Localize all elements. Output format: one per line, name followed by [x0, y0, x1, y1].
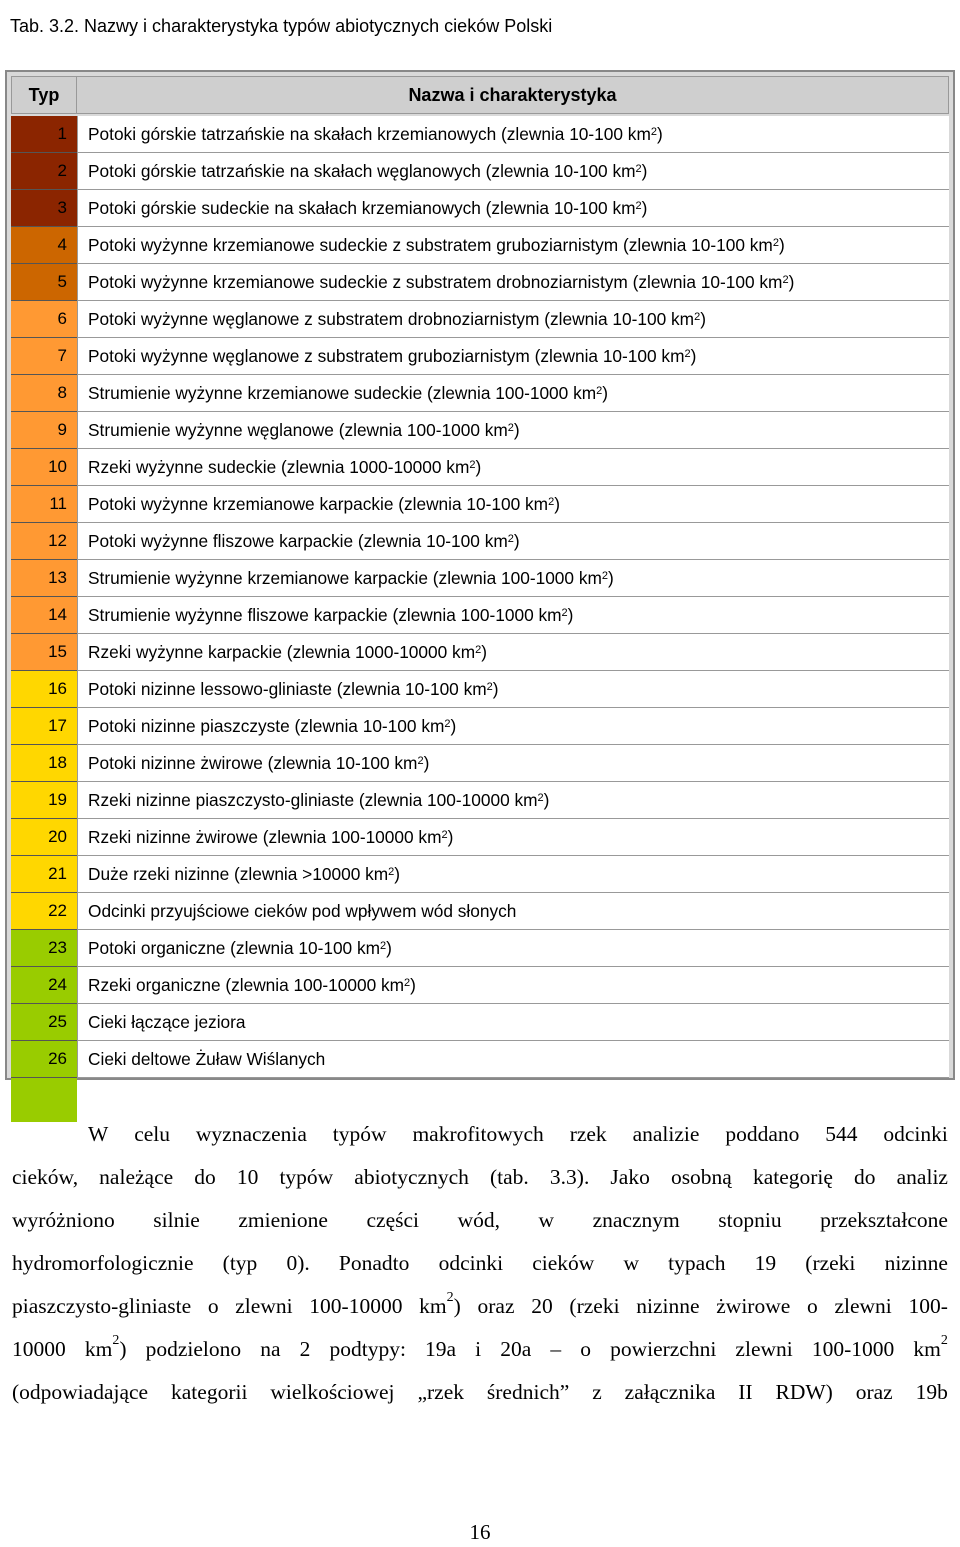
word: wód, [457, 1208, 500, 1232]
superscript: 2 [444, 718, 451, 730]
description-suffix: ) [492, 678, 499, 699]
description-suffix: ) [788, 271, 795, 292]
superscript: 2 [635, 200, 642, 212]
table-row [11, 708, 949, 745]
type-description [77, 412, 949, 449]
word: kategorii [171, 1380, 248, 1404]
description-text: Potoki organiczne (zlewnia 10-100 km [88, 937, 381, 958]
description-suffix: ) [641, 160, 648, 181]
word: 10 [236, 1165, 259, 1189]
table-row [11, 1041, 949, 1078]
description-suffix: ) [394, 863, 401, 884]
description-suffix: ) [410, 974, 416, 995]
type-description [77, 264, 949, 301]
description-suffix: ) [481, 641, 487, 662]
word: znacznym [592, 1208, 680, 1232]
header-name: Nazwa i charakterystyka [77, 76, 949, 114]
table-row [11, 560, 949, 597]
word: o [807, 1294, 818, 1318]
table-row [11, 116, 949, 153]
type-description [77, 893, 949, 930]
word: do [854, 1165, 876, 1189]
type-description [77, 449, 949, 486]
word: zlewni [834, 1294, 892, 1318]
paragraph-line [12, 1165, 948, 1195]
table-row [11, 967, 949, 1004]
type-description [77, 227, 949, 264]
type-number: 1 [11, 116, 77, 153]
superscript: 2 [650, 126, 657, 138]
superscript: 2 [694, 311, 701, 323]
description-text: Potoki wyżynne węglanowe z substratem drobnoziarnistym (zlewnia 10-100 km [88, 308, 695, 329]
table-filler [11, 1078, 77, 1122]
description-suffix: ) [386, 937, 392, 958]
description-suffix: ) [656, 123, 663, 144]
word: typach [668, 1251, 726, 1275]
word: do [194, 1165, 216, 1189]
table-row [11, 486, 949, 523]
type-description [77, 486, 949, 523]
word: hydromorfologicznie [12, 1251, 194, 1275]
table-row [11, 1004, 949, 1041]
word: abiotycznych [354, 1165, 469, 1189]
word: 544 [825, 1122, 858, 1146]
type-description [77, 930, 949, 967]
table-row [11, 671, 949, 708]
word: nizinne [636, 1294, 700, 1318]
description-suffix: ) [475, 456, 482, 477]
type-description [77, 856, 949, 893]
word: (rzeki [805, 1251, 856, 1275]
paragraph-line [12, 1122, 948, 1152]
word: stopniu [718, 1208, 782, 1232]
table-row [11, 153, 949, 190]
type-number: 24 [11, 967, 77, 1004]
superscript: 2 [469, 459, 476, 471]
table-row [11, 597, 949, 634]
word: zmienione [238, 1208, 328, 1232]
word: Ponadto [338, 1251, 410, 1275]
description-text: Strumienie wyżynne węglanowe (zlewnia 100-1000 km [88, 419, 508, 440]
word: analiz [896, 1165, 948, 1189]
word: wyznaczenia [195, 1122, 307, 1146]
word: RDW) [775, 1380, 833, 1404]
type-number: 3 [11, 190, 77, 227]
word: podzielono [145, 1337, 242, 1361]
word: cieków, [12, 1165, 79, 1189]
type-number: 16 [11, 671, 77, 708]
description-text: Potoki górskie sudeckie na skałach krzemianowych (zlewnia 10-100 km [88, 197, 636, 218]
word: 3.3). [549, 1165, 590, 1189]
description-suffix: ) [543, 789, 550, 810]
description-text: Potoki wyżynne węglanowe z substratem gruboziarnistym (zlewnia 10-100 km [88, 345, 685, 366]
description-text: Rzeki organiczne (zlewnia 100-10000 km [88, 974, 405, 995]
word: 19a [425, 1337, 457, 1361]
type-number: 6 [11, 301, 77, 338]
superscript: 2 [537, 792, 544, 804]
type-number: 13 [11, 560, 77, 597]
type-description [77, 597, 949, 634]
word: odcinki [438, 1251, 504, 1275]
type-description [77, 819, 949, 856]
word: $km^2$) [84, 1333, 127, 1362]
word: 100-1000 [811, 1337, 895, 1361]
word: (tab. [490, 1165, 529, 1189]
description-text: Strumienie wyżynne krzemianowe sudeckie (zlewnia 100-1000 km [88, 382, 597, 403]
paragraph-line [12, 1251, 948, 1281]
type-number: 19 [11, 782, 77, 819]
type-number: 23 [11, 930, 77, 967]
type-number: 2 [11, 153, 77, 190]
type-description [77, 708, 949, 745]
type-number: 7 [11, 338, 77, 375]
word: powierzchni [610, 1337, 717, 1361]
word: (rzeki [569, 1294, 620, 1318]
word: żwirowe [716, 1294, 791, 1318]
type-description [77, 523, 949, 560]
type-number: 8 [11, 375, 77, 412]
type-number: 15 [11, 634, 77, 671]
type-number: 22 [11, 893, 77, 930]
description-text: Potoki górskie tatrzańskie na skałach krzemianowych (zlewnia 10-100 km [88, 123, 651, 144]
superscript: 2 [486, 681, 493, 693]
type-description [77, 782, 949, 819]
type-description [77, 745, 949, 782]
word: – [550, 1337, 562, 1361]
description-suffix: ) [450, 715, 457, 736]
word: silnie [153, 1208, 200, 1232]
word: części [366, 1208, 420, 1232]
description-text: Cieki deltowe Żuław Wiślanych [88, 1048, 326, 1069]
word: 20a [500, 1337, 532, 1361]
type-number: 9 [11, 412, 77, 449]
word: o [580, 1337, 591, 1361]
description-text: Cieki łączące jeziora [88, 1011, 246, 1032]
word: kategorię [752, 1165, 833, 1189]
description-text: Rzeki nizinne piaszczysto-gliniaste (zlewnia 100-10000 km [88, 789, 538, 810]
superscript: 2 [601, 570, 608, 582]
type-number: 10 [11, 449, 77, 486]
type-number: 5 [11, 264, 77, 301]
description-suffix: ) [567, 604, 574, 625]
superscript: 2 [782, 274, 789, 286]
description-suffix: ) [513, 419, 520, 440]
description-text: Potoki wyżynne fliszowe karpackie (zlewnia 10-100 km [88, 530, 508, 551]
superscript: 2 [441, 829, 448, 841]
word: typów [332, 1122, 387, 1146]
type-number: 25 [11, 1004, 77, 1041]
type-description [77, 375, 949, 412]
word: i [475, 1337, 482, 1361]
table-row [11, 338, 949, 375]
description-text: Rzeki wyżynne sudeckie (zlewnia 1000-10000 km [88, 456, 470, 477]
word: podtypy: [329, 1337, 406, 1361]
description-suffix: ) [700, 308, 706, 329]
table-caption: Tab. 3.2. Nazwy i charakterystyka typów abiotycznych cieków Polski [10, 16, 553, 36]
table-row [11, 782, 949, 819]
type-description [77, 338, 949, 375]
description-text: Odcinki przyujściowe cieków pod wpływem wód słonych [88, 900, 517, 921]
word: II [738, 1380, 753, 1404]
word: 2 [299, 1337, 311, 1361]
type-number: 21 [11, 856, 77, 893]
superscript: 2 [417, 755, 424, 767]
table-row [11, 190, 949, 227]
description-suffix: ) [641, 197, 648, 218]
description-text: Rzeki wyżynne karpackie (zlewnia 1000-10000 km [88, 641, 476, 662]
word: 0). [286, 1251, 310, 1275]
type-description [77, 153, 949, 190]
type-description [77, 560, 949, 597]
superscript: 2 [404, 977, 411, 989]
word: Jako [610, 1165, 650, 1189]
word: (odpowiadające [12, 1380, 149, 1404]
table-row [11, 227, 949, 264]
word: cieków [532, 1251, 595, 1275]
type-description [77, 634, 949, 671]
word: analizie [632, 1122, 700, 1146]
description-suffix: ) [602, 382, 608, 403]
type-number: 4 [11, 227, 77, 264]
table-row [11, 856, 949, 893]
description-suffix: ) [513, 530, 520, 551]
word: osobną [670, 1165, 732, 1189]
type-number: 11 [11, 486, 77, 523]
paragraph-line [12, 1380, 948, 1410]
paragraph-line [12, 1333, 948, 1367]
description-text: Potoki górskie tatrzańskie na skałach węglanowych (zlewnia 10-100 km [88, 160, 636, 181]
description-text: Duże rzeki nizinne (zlewnia >10000 km [88, 863, 389, 884]
word: makrofitowych [412, 1122, 544, 1146]
superscript: 2 [507, 533, 514, 545]
description-text: Potoki nizinne piaszczyste (zlewnia 10-100 km [88, 715, 445, 736]
word: oraz [477, 1294, 515, 1318]
type-number: 20 [11, 819, 77, 856]
superscript: 2 [388, 866, 395, 878]
type-number: 12 [11, 523, 77, 560]
table-row [11, 449, 949, 486]
word: „rzek [417, 1380, 464, 1404]
word: zlewni [235, 1294, 293, 1318]
type-description [77, 1041, 949, 1078]
word: W [88, 1122, 109, 1146]
superscript: 2 [380, 940, 387, 952]
description-suffix: ) [608, 567, 614, 588]
word: w [623, 1251, 639, 1275]
word: wielkościowej [270, 1380, 395, 1404]
word: poddano [725, 1122, 800, 1146]
paragraph-line [12, 1208, 948, 1238]
description-suffix: ) [423, 752, 430, 773]
word: oraz [855, 1380, 893, 1404]
table-row [11, 264, 949, 301]
word: należące [99, 1165, 174, 1189]
description-text: Potoki wyżynne krzemianowe sudeckie z substratem gruboziarnistym (zlewnia 10-100 km [88, 234, 773, 255]
table-body [11, 116, 949, 1074]
type-number: 26 [11, 1041, 77, 1078]
superscript: 2 [684, 348, 691, 360]
description-suffix: ) [447, 826, 454, 847]
table-row [11, 893, 949, 930]
description-suffix: ) [690, 345, 697, 366]
type-number: 14 [11, 597, 77, 634]
table-row [11, 523, 949, 560]
word: przekształcone [820, 1208, 948, 1232]
type-description [77, 301, 949, 338]
word: 10000 [12, 1337, 66, 1361]
word: 20 [531, 1294, 553, 1318]
description-text: Rzeki nizinne żwirowe (zlewnia 100-10000 km [88, 826, 442, 847]
type-description [77, 967, 949, 1004]
word: typów [279, 1165, 334, 1189]
description-text: Potoki nizinne lessowo-gliniaste (zlewnia 10-100 km [88, 678, 487, 699]
paragraph-line [12, 1290, 948, 1324]
word: zlewni [735, 1337, 793, 1361]
description-suffix: ) [554, 493, 560, 514]
page-number: 16 [469, 1520, 491, 1544]
word: 19b [915, 1380, 948, 1404]
table-row [11, 930, 949, 967]
description-text: Strumienie wyżynne krzemianowe karpackie (zlewnia 100-1000 km [88, 567, 602, 588]
type-description [77, 116, 949, 153]
word: wyróżniono [12, 1208, 115, 1232]
description-text: Potoki wyżynne krzemianowe karpackie (zlewnia 10-100 km [88, 493, 549, 514]
table-row [11, 375, 949, 412]
word: celu [134, 1122, 170, 1146]
word: w [538, 1208, 555, 1232]
table-row [11, 412, 949, 449]
word: 100- [908, 1294, 948, 1318]
superscript: 2 [561, 607, 568, 619]
description-suffix: ) [778, 234, 785, 255]
table-row [11, 745, 949, 782]
word: $km^2$ [913, 1333, 948, 1362]
superscript: 2 [475, 644, 482, 656]
word: rzek [569, 1122, 607, 1146]
word: (typ [222, 1251, 258, 1275]
word: nizinne [884, 1251, 948, 1275]
type-description [77, 1004, 949, 1041]
type-number: 18 [11, 745, 77, 782]
type-description [77, 190, 949, 227]
description-text: Strumienie wyżynne fliszowe karpackie (zlewnia 100-1000 km [88, 604, 562, 625]
superscript: 2 [772, 237, 779, 249]
type-description [77, 671, 949, 708]
type-number: 17 [11, 708, 77, 745]
header-typ: Typ [11, 76, 77, 114]
superscript: 2 [635, 163, 642, 175]
word: o [207, 1294, 219, 1318]
word: z [592, 1380, 602, 1404]
superscript: 2 [596, 385, 603, 397]
superscript: 2 [548, 496, 555, 508]
superscript: 2 [507, 422, 514, 434]
word: odcinki [883, 1122, 948, 1146]
table-row [11, 819, 949, 856]
word: średnich” [486, 1380, 570, 1404]
description-text: Potoki nizinne żwirowe (zlewnia 10-100 km [88, 752, 418, 773]
table-row [11, 634, 949, 671]
abiotic-types-table [5, 70, 955, 1080]
word: 19 [754, 1251, 777, 1275]
word: piaszczysto-gliniaste [12, 1294, 192, 1318]
word: załącznika [624, 1380, 716, 1404]
table-row [11, 301, 949, 338]
description-text: Potoki wyżynne krzemianowe sudeckie z substratem drobnoziarnistym (zlewnia 10-100 km [88, 271, 783, 292]
word: $km^2$) [419, 1290, 461, 1319]
word: 100-10000 [309, 1294, 403, 1318]
table-header [11, 76, 949, 114]
word: na [260, 1337, 281, 1361]
